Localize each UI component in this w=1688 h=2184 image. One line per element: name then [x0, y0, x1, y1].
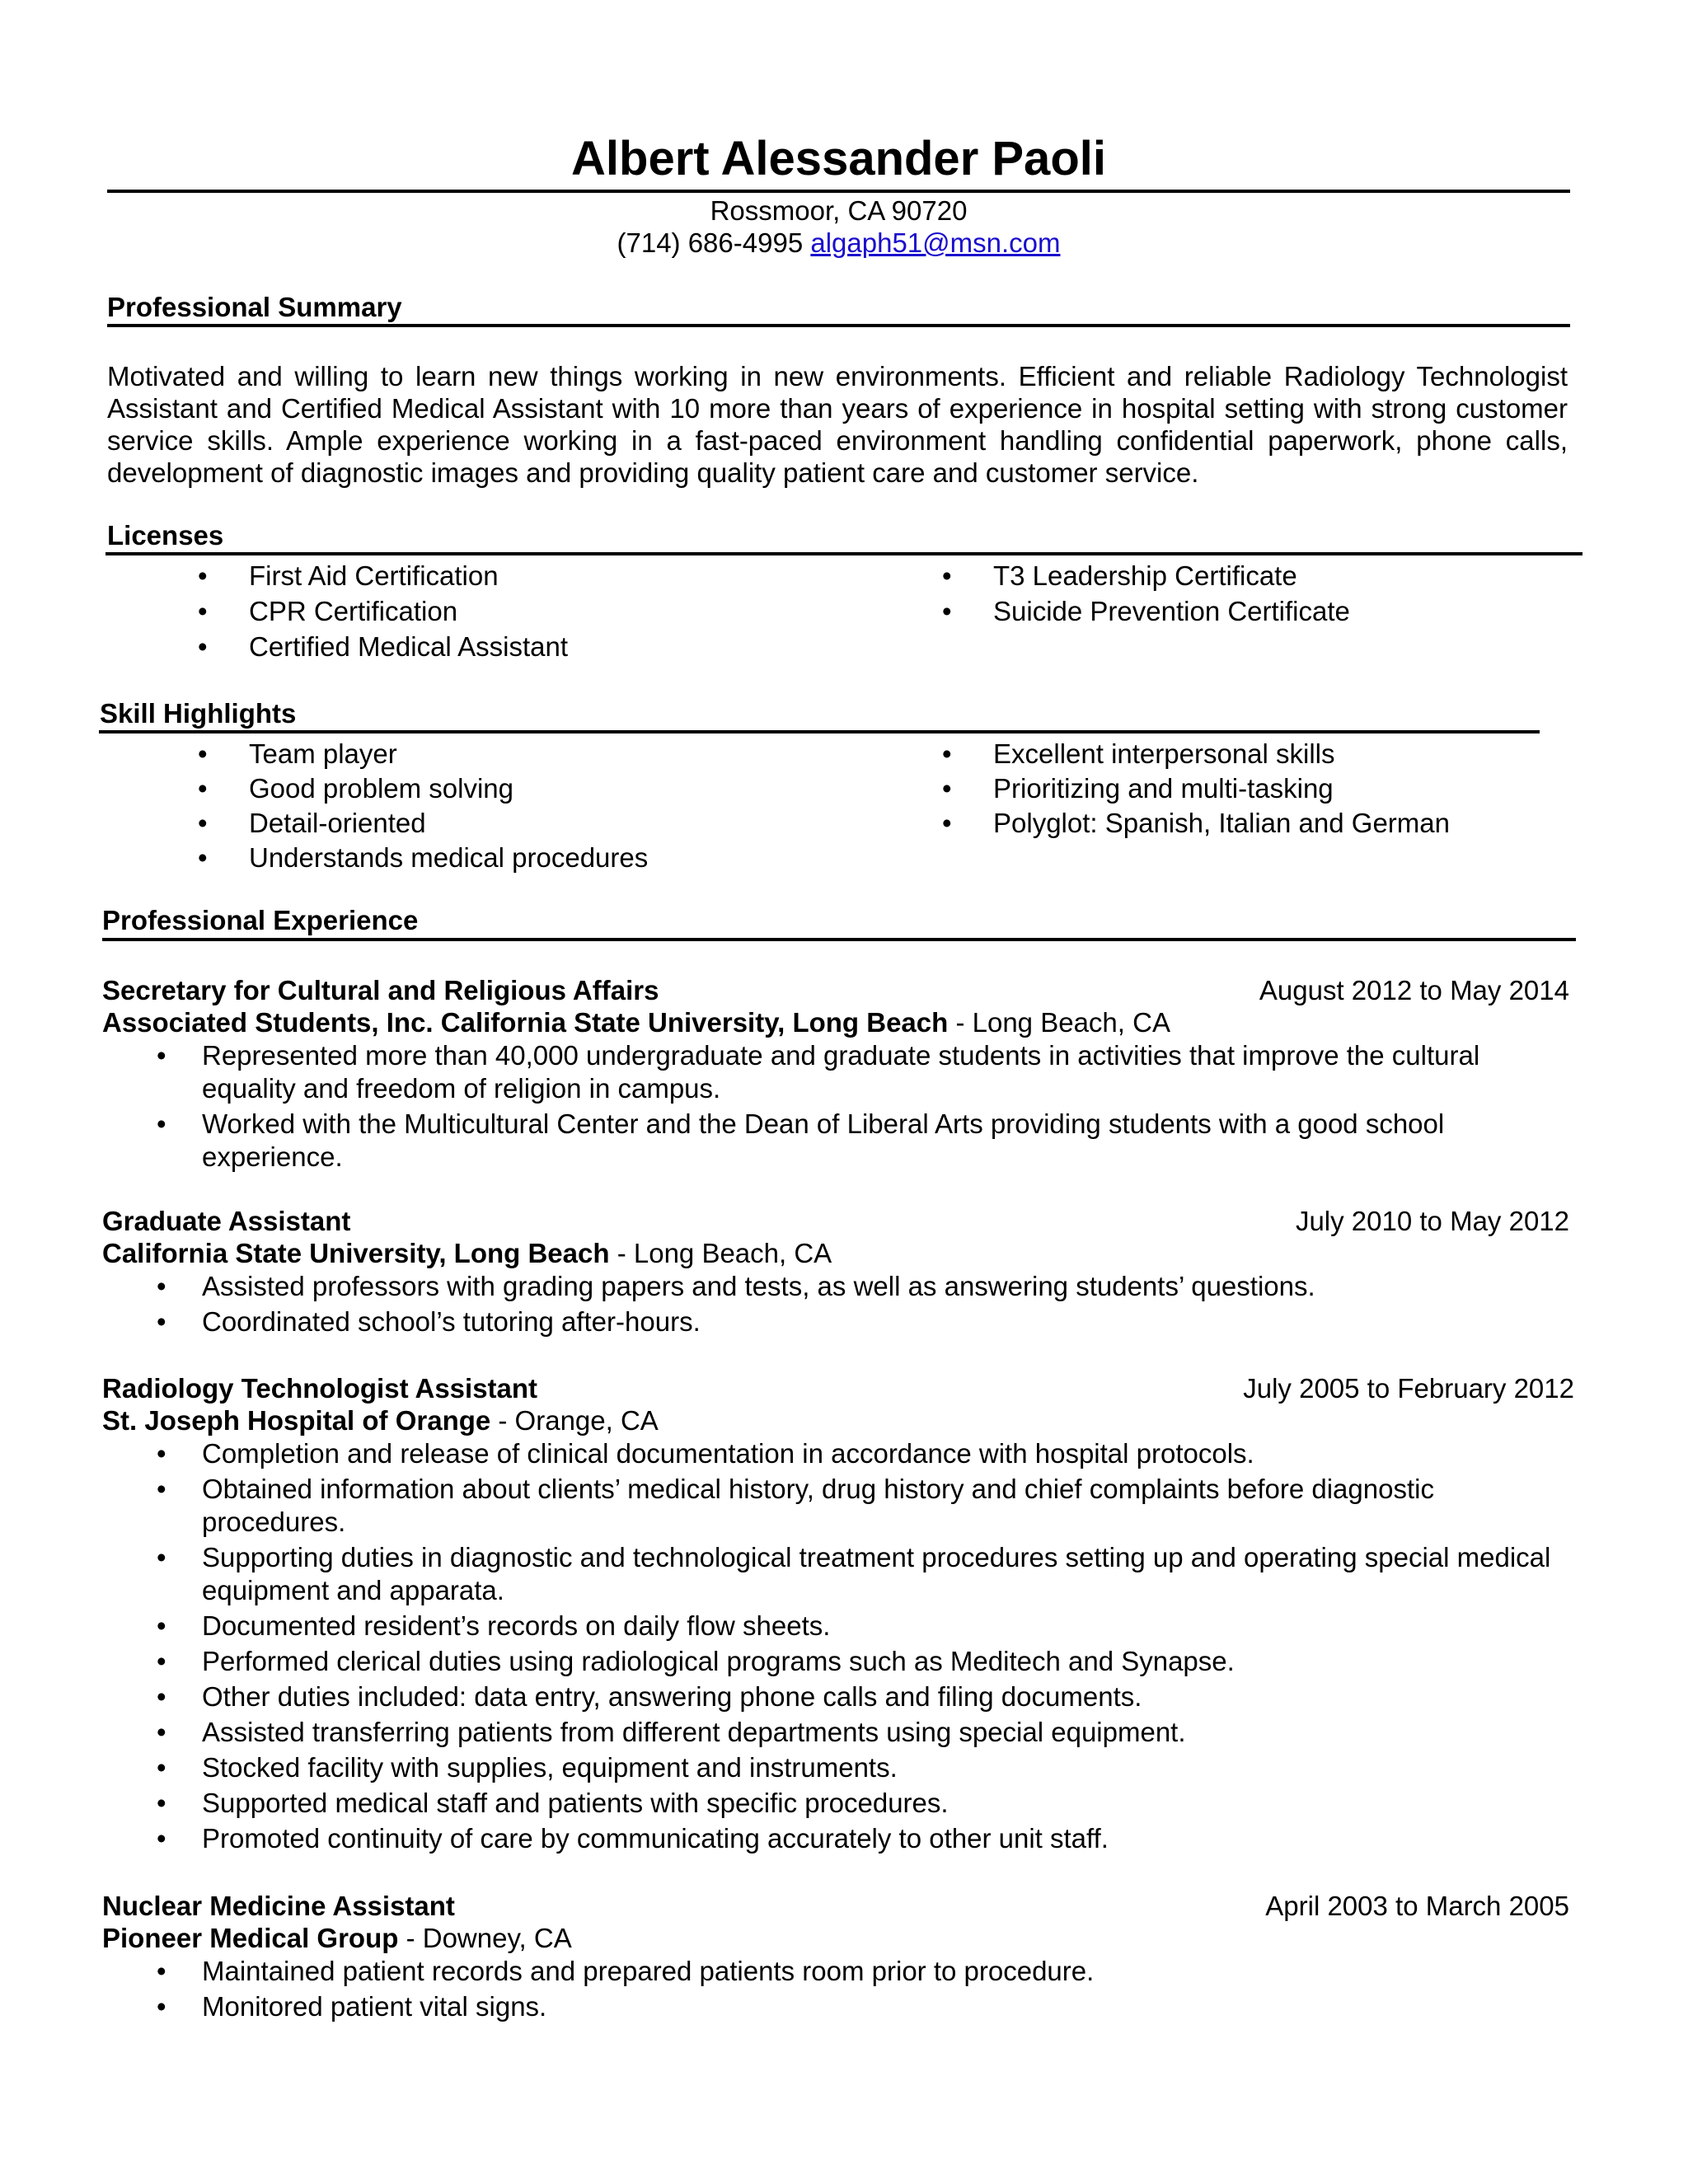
- candidate-name: Albert Alessander Paoli: [571, 132, 1106, 185]
- list-item: • Coordinated school’s tutoring after-hours.: [157, 1306, 701, 1337]
- job-bullets: [102, 1039, 1578, 1176]
- skills-heading: Skill Highlights: [100, 698, 297, 729]
- contact-line: [107, 227, 1570, 260]
- list-item: • Monitored patient vital signs.: [157, 1991, 547, 2022]
- job-dates: April 2003 to March 2005: [1265, 1891, 1569, 1921]
- list-item: • Assisted transferring patients from different departments using special equipment.: [157, 1717, 1186, 1747]
- skills-list-right: [942, 737, 1601, 841]
- list-item: • Documented resident’s records on daily flow sheets.: [157, 1610, 831, 1641]
- list-item: • Promoted continuity of care by communicating accurately to other unit staff.: [157, 1823, 1109, 1854]
- job-title: Graduate Assistant: [102, 1206, 351, 1236]
- list-item: • Certified Medical Assistant: [198, 631, 568, 662]
- list-item: • Supporting duties in diagnostic and technological treatment procedures setting up and operating special medical equipment and apparata.: [157, 1542, 1551, 1605]
- list-item: • Supported medical staff and patients with specific procedures.: [157, 1788, 949, 1818]
- list-item: • Polyglot: Spanish, Italian and German: [942, 808, 1450, 838]
- list-item: • First Aid Certification: [198, 560, 499, 591]
- summary-divider: [107, 324, 1570, 327]
- phone-number: (714) 686-4995: [617, 227, 804, 258]
- list-item: • Represented more than 40,000 undergraduate and graduate students in activities that improve the cultural equality and freedom of religion in campus.: [157, 1040, 1480, 1104]
- list-item: • T3 Leadership Certificate: [942, 560, 1297, 591]
- job-title: Radiology Technologist Assistant: [102, 1373, 538, 1404]
- list-item: • Team player: [198, 738, 397, 769]
- list-item: • Other duties included: data entry, answering phone calls and filing documents.: [157, 1681, 1142, 1712]
- list-item: • Stocked facility with supplies, equipment and instruments.: [157, 1752, 898, 1783]
- licenses-list-right: [942, 558, 1601, 629]
- location-line: Rossmoor, CA 90720: [710, 195, 968, 226]
- job-dates: August 2012 to May 2014: [1259, 975, 1569, 1005]
- experience-divider: [102, 938, 1576, 941]
- skills-list-left: [198, 737, 857, 875]
- list-item: • CPR Certification: [198, 596, 458, 626]
- job-bullets: [102, 1270, 1578, 1341]
- list-item: • Obtained information about clients’ medical history, drug history and chief complaints before diagnostic procedures.: [157, 1474, 1434, 1537]
- summary-text: Motivated and willing to learn new things working in new environments. Efficient and reliable Radiology Technologist Assistant and Certified Medical Assistant with 10 more than years of experience in hospital setting with strong customer service skills. Ample experience working in a fast-paced environment handling confidential paperwork, phone calls, development of diagnostic images and providing quality patient care and customer service.: [107, 361, 1568, 488]
- list-item: • Suicide Prevention Certificate: [942, 596, 1350, 626]
- list-item: • Maintained patient records and prepared patients room prior to procedure.: [157, 1956, 1095, 1986]
- summary-heading: Professional Summary: [107, 292, 402, 322]
- job-bullets: [102, 1437, 1578, 1858]
- job-title: Nuclear Medicine Assistant: [102, 1891, 455, 1921]
- list-item: • Assisted professors with grading papers and tests, as well as answering students’ questions.: [157, 1271, 1315, 1301]
- list-item: • Completion and release of clinical documentation in accordance with hospital protocols.: [157, 1438, 1254, 1469]
- job-bullets: [102, 1955, 1578, 2026]
- job-title: Secretary for Cultural and Religious Affairs: [102, 975, 659, 1005]
- list-item: • Detail-oriented: [198, 808, 426, 838]
- licenses-list-left: [198, 558, 857, 664]
- list-item: • Good problem solving: [198, 773, 514, 804]
- job-dates: July 2005 to February 2012: [1243, 1373, 1574, 1404]
- list-item: • Prioritizing and multi-tasking: [942, 773, 1334, 804]
- job-dates: July 2010 to May 2012: [1295, 1206, 1569, 1236]
- job-organization: Pioneer Medical Group - Downey, CA: [102, 1923, 572, 1953]
- licenses-divider: [106, 552, 1582, 555]
- email-link[interactable]: algaph51@msn.com: [810, 227, 1061, 258]
- list-item: • Performed clerical duties using radiological programs such as Meditech and Synapse.: [157, 1646, 1235, 1676]
- list-item: • Excellent interpersonal skills: [942, 738, 1335, 769]
- job-organization: St. Joseph Hospital of Orange - Orange, CA: [102, 1405, 659, 1436]
- list-item: • Worked with the Multicultural Center and the Dean of Liberal Arts providing students with a good school experience.: [157, 1108, 1445, 1172]
- job-organization: Associated Students, Inc. California State University, Long Beach - Long Beach, CA: [102, 1007, 1170, 1038]
- header-divider: [107, 190, 1570, 193]
- licenses-heading: Licenses: [107, 520, 224, 551]
- list-item: • Understands medical procedures: [198, 842, 649, 873]
- skills-divider: [99, 730, 1540, 733]
- experience-heading: Professional Experience: [102, 905, 419, 935]
- job-organization: California State University, Long Beach - Long Beach, CA: [102, 1238, 832, 1268]
